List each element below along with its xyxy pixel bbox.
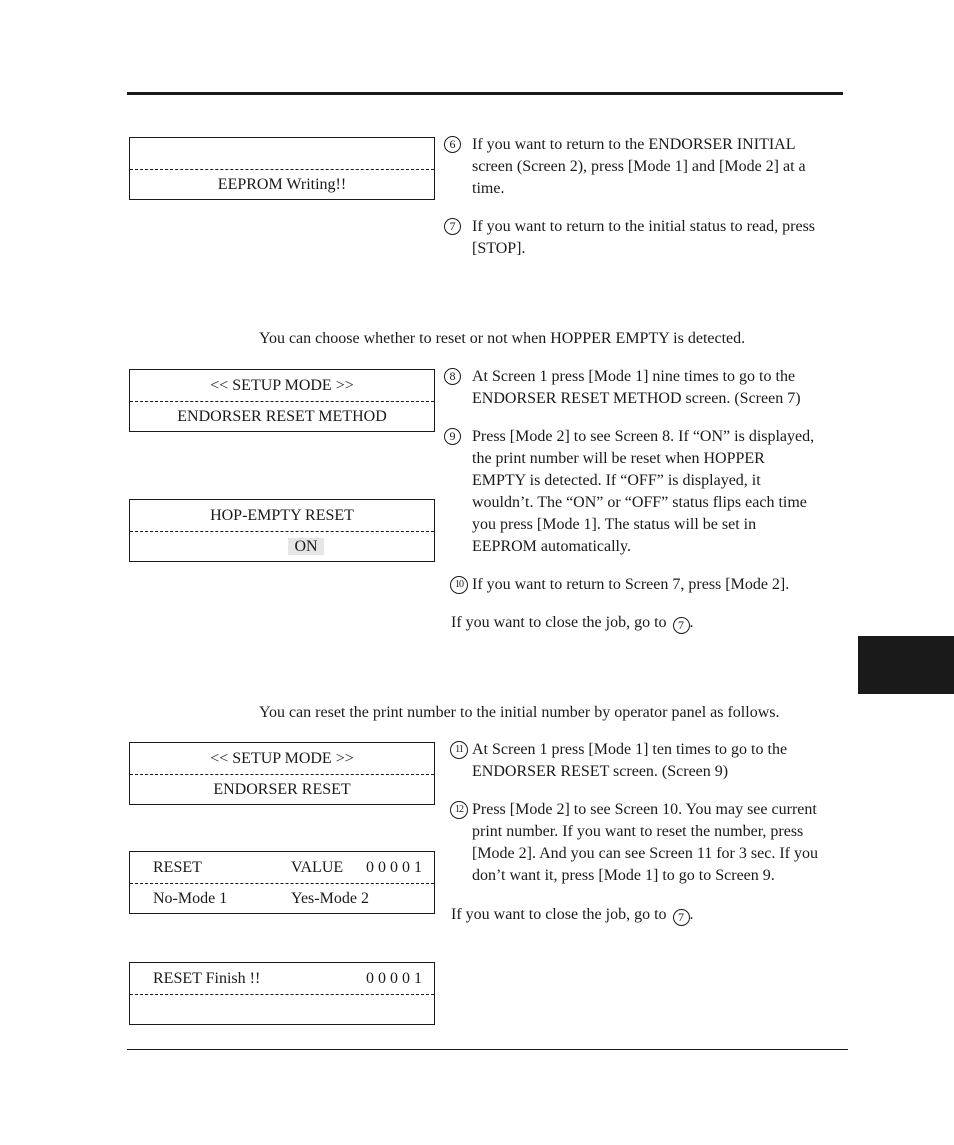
note-period: . [689, 906, 694, 923]
header-rule [127, 92, 843, 95]
note-text: If you want to close the job, go to [451, 906, 667, 923]
lcd-divider [130, 883, 434, 884]
lcd-line-2 [130, 999, 434, 1021]
step-reference: 7 [673, 617, 690, 634]
lcd-screen-endorser-reset [129, 742, 435, 805]
step-text: EEPROM automatically. [472, 538, 631, 555]
step-text: Press [Mode 2] to see Screen 8. If “ON” is displayed, [472, 428, 815, 445]
step-text: wouldn’t. The “ON” or “OFF” status flips each time [472, 494, 807, 511]
lcd-divider [130, 531, 434, 532]
step-text: screen (Screen 2), press [Mode 1] and [Mode 2] at a [472, 158, 806, 175]
reset-finish-label: RESET Finish !! [153, 970, 261, 987]
note-period: . [689, 614, 694, 631]
lcd-line-1 [130, 968, 434, 990]
lcd-line-1: << SETUP MODE >> [210, 377, 354, 394]
lcd-line-1: << SETUP MODE >> [210, 750, 354, 767]
step-text: ENDORSER RESET screen. (Screen 9) [472, 763, 729, 780]
step-number-11: 11 [450, 741, 468, 759]
step-text: ENDORSER RESET METHOD screen. (Screen 7) [472, 390, 801, 407]
step-text: time. [472, 180, 505, 197]
footer-rule [127, 1049, 848, 1050]
step-number-12: 12 [450, 801, 468, 819]
step-text: If you want to return to Screen 7, press [Mode 2]. [472, 576, 790, 593]
yes-option: Yes-Mode 2 [291, 890, 369, 907]
step-number-9: 9 [444, 428, 461, 445]
lcd-screen-reset-method [129, 369, 435, 432]
chapter-tab [858, 636, 954, 694]
reset-label: RESET [153, 859, 202, 876]
lcd-divider [130, 401, 434, 402]
lcd-screen-reset-finish [129, 962, 435, 1025]
step-number-7: 7 [444, 218, 461, 235]
step-text: At Screen 1 press [Mode 1] ten times to go to the [472, 741, 788, 758]
step-text: the print number will be reset when HOPPER [472, 450, 765, 467]
intro-hopper-text: You can choose whether to reset or not when HOPPER EMPTY is detected. [259, 330, 746, 347]
intro-reset-text: You can reset the print number to the initial number by operator panel as follows. [259, 704, 780, 721]
status-value: ON [288, 538, 323, 555]
lcd-screen-eeprom [129, 137, 435, 200]
step-text: you press [Mode 1]. The status will be set in [472, 516, 757, 533]
lcd-line-2 [130, 888, 434, 910]
step-text: At Screen 1 press [Mode 1] nine times to go to the [472, 368, 796, 385]
lcd-line-2: ENDORSER RESET [213, 781, 351, 798]
value-label: VALUE [291, 859, 344, 876]
step-text: [STOP]. [472, 240, 526, 257]
print-number-value: 0 0 0 0 1 [366, 970, 422, 987]
note-text: If you want to close the job, go to [451, 614, 667, 631]
step-text: If you want to return to the initial status to read, press [472, 218, 816, 235]
lcd-line-2 [130, 536, 434, 558]
lcd-divider [130, 169, 434, 170]
lcd-line-2: ENDORSER RESET METHOD [177, 408, 387, 425]
lcd-screen-reset-value [129, 851, 435, 914]
step-text: If you want to return to the ENDORSER INITIAL [472, 136, 796, 153]
lcd-line-1: HOP-EMPTY RESET [210, 507, 354, 524]
step-text: EMPTY is detected. If “OFF” is displayed, it [472, 472, 761, 489]
step-number-6: 6 [444, 136, 461, 153]
step-reference: 7 [673, 909, 690, 926]
close-job-note [451, 904, 694, 926]
step-text: Press [Mode 2] to see Screen 10. You may see current [472, 801, 817, 818]
lcd-divider [130, 774, 434, 775]
no-option: No-Mode 1 [153, 890, 228, 907]
step-number-8: 8 [444, 368, 461, 385]
lcd-line-2: EEPROM Writing!! [217, 176, 347, 193]
lcd-line-1 [130, 143, 434, 165]
step-number-10: 10 [450, 576, 468, 594]
lcd-screen-hop-empty [129, 499, 435, 562]
step-text: don’t want it, press [Mode 1] to go to Screen 9. [472, 867, 775, 884]
step-text: print number. If you want to reset the number, press [472, 823, 804, 840]
print-number-value: 0 0 0 0 1 [366, 859, 422, 876]
lcd-divider [130, 994, 434, 995]
close-job-note [451, 612, 694, 634]
lcd-line-1 [130, 857, 434, 879]
step-text: [Mode 2]. And you can see Screen 11 for 3 sec. If you [472, 845, 818, 862]
